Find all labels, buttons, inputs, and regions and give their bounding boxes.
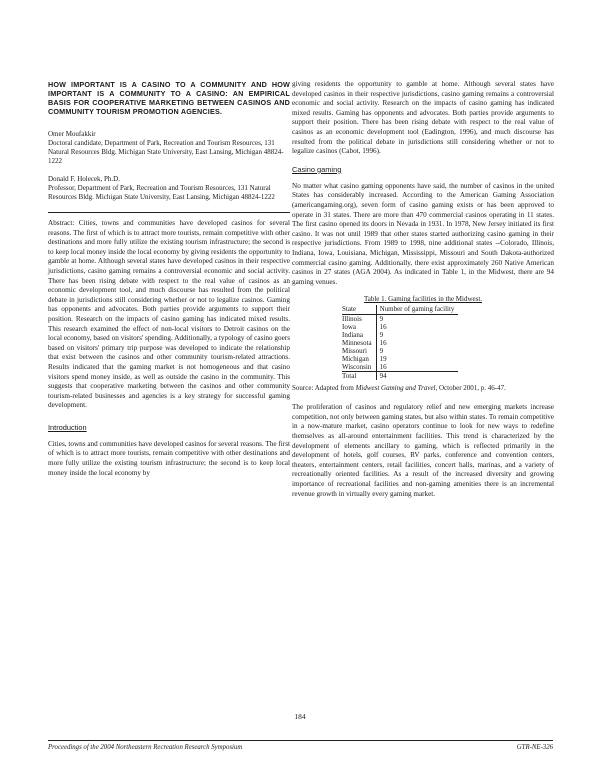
page-footer [48, 740, 553, 751]
table-row: Iowa 16 [342, 323, 458, 331]
page-number: 184 [294, 712, 306, 721]
body-paragraph-1: giving residents the opportunity to gamble at home. Although several states have developed casinos in their respective jurisdictions, casino gaming remains a controversial economic and social activity. Research on the impacts of casino gaming has indicated mixed results. Gaming has opponents and advocates. Both parties provide arguments to support their position. There has been rising debate with respect to the real value of casinos as an economic development tool (Eadington, 1996), and much discourse has resulted from the political debate in jurisdictions still considering whether or not to legalize casinos (Cabot, 1996). [292, 80, 554, 156]
author-affiliation: Doctoral candidate, Department of Park, Recreation and Tourism Resources, 131 Natural Resources Bldg. Michigan State University, East Lansing, Michigan 48824-1222 [48, 139, 284, 165]
table-header-state: State [342, 305, 376, 315]
intro-text: Cities, towns and communities have developed casinos for several reasons. The first of which is to attract more tourists, remain competitive with other destinations and more fully utilize the existing tourism infrastructure; the second is to keep local money inside the local economy by [48, 439, 290, 477]
left-column [48, 80, 290, 486]
footer-proceedings: Proceedings of the 2004 Northeastern Recreation Research Symposium [48, 744, 243, 751]
table-row: Wisconsin 16 [342, 363, 458, 372]
author-block-2 [48, 175, 290, 202]
right-column [292, 80, 554, 507]
table-row: Indiana 9 [342, 331, 458, 339]
table-total-row: Total 94 [342, 372, 458, 381]
author-name: Donald F. Holecek, Ph.D. [48, 175, 120, 183]
table-source: Source: Adapted from Midwest Gaming and Travel, October 2001, p. 46-47. [292, 384, 506, 393]
gaming-facilities-table [342, 305, 458, 380]
abstract: Abstract: Cities, towns and communities have developed casinos for several reasons. The first of which is to attract more tourists, remain competitive with other destinations and more fully utilize the existing tourism infrastructure; the second is to keep local money inside the local economy by giving residents the opportunity to gamble at home. Although several states have developed casinos in their respective jurisdictions, casino gaming remains a controversial economic and social activity. There has been rising debate with respect to the real value of casinos as an economic development tool, and much discourse has resulted from the political debate in jurisdictions still considering whether or not to legalize casinos. Gaming has opponents and advocates. Both parties provide arguments to support their position. Research on the impacts of casino gaming has indicated mixed results. This research examined the effect of non-local visitors to Detroit casinos on the local economy, based on visitors' spending. Additionally, a typology of casino goers based on visitors' primary trip purpose was developed to indicate the relationship that exist between the casinos and other community tourism-related attractions. Results indicated that the gaming market is not homogeneous and that casino visitors spend money inside, as well as outside the casino in the community. This suggests that cooperative marketing between the casinos and other community tourism-related businesses and agencies is a key strategy for successful gaming development. [48, 219, 290, 410]
table-row: Minnesota 16 [342, 339, 458, 347]
source-publication: Midwest Gaming and Travel, [355, 384, 438, 393]
table-row: Illinois 9 [342, 315, 458, 324]
author-affiliation: Professor, Department of Park, Recreation and Tourism Resources, 131 Natural Resources Bldg. Michigan State University, East Lansing, Michigan 48824-1222 [48, 184, 275, 201]
footer-report-id: GTR-NE-326 [516, 744, 553, 751]
table-caption: Table 1. Gaming facilities in the Midwest. [363, 295, 483, 304]
abstract-divider [48, 212, 290, 213]
author-block-1 [48, 130, 290, 166]
body-paragraph-2: No matter what casino gaming opponents have said, the number of casinos in the united States has considerably increased. According to the American Gaming Association (americangaming.org), seven form of casino gaming exists or has been approved to operate in 31 states. There are more than 470 commercial casinos operating in 11 states. The first casino opened its doors in Nevada in 1931. In 1978, New Jersey initiated its first casino. It was not until 1989 that other states started authorizing casino gaming in their respective jurisdictions. From 1989 to 1998, nine additional states --Colorado, Illinois, Indiana, Iowa, Louisiana, Michigan, Mississippi, Missouri and South Dakota-authorized commercial casino gaming. Additionally, there exist approximately 260 Native American casinos in 27 states (AGA 2004). As indicated in Table 1, in the Midwest, there are 94 gaming venues. [292, 181, 554, 286]
paper-title: HOW IMPORTANT IS A CASINO TO A COMMUNITY AND HOW IMPORTANT IS A COMMUNITY TO A CASINO: AN EMPIRICAL BASIS FOR COOPERATIVE MARKETING BETWEEN CASINOS AND COMMUNITY TOURISM PROMOTION AGENCIES. [48, 80, 290, 116]
table-row: Missouri 9 [342, 347, 458, 355]
author-name: Omer Moufakkir [48, 130, 96, 138]
table-header-number: Number of gaming facility [376, 305, 458, 315]
casino-gaming-heading: Casino gaming [292, 164, 342, 174]
intro-heading: Introduction [48, 422, 87, 432]
body-paragraph-3: The proliferation of casinos and regulatory relief and new emerging markets increase competition, not only between gaming states, but also within states. To remain competitive in a now-mature market, casino operators continue to look for new ways to redefine themselves as all-around entertainment facilities. This trend is characterized by the development of elements ancillary to gaming, which is reflected primarily in the development of hotels, golf courses, RV parks, conference and convention centers, theaters, entertainment centers, retail facilities, concert halls, marinas, and a variety of recreationally oriented facilities. As a result of the increased diversity and growing importance of recreational facilities and non-gaming amenities there is an incremental revenue growth in virtually every gaming market. [292, 403, 554, 498]
table-row: Michigan 19 [342, 355, 458, 363]
